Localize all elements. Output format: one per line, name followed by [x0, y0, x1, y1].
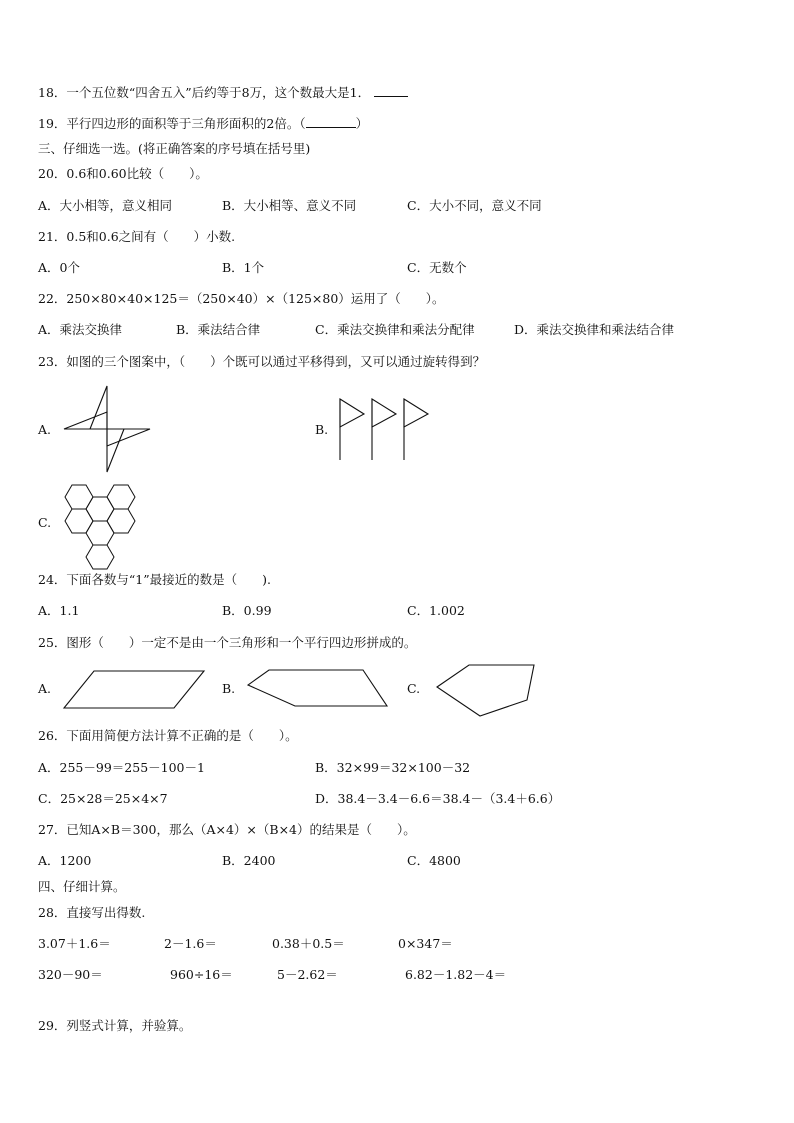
- irregular-pentagon-figure: [434, 662, 544, 722]
- calc-item[interactable]: 5－2.62＝: [277, 967, 338, 982]
- calc-item[interactable]: 320－90＝: [38, 967, 103, 982]
- option-a[interactable]: A．1200: [38, 853, 92, 868]
- option-a[interactable]: A．1.1: [38, 603, 80, 618]
- option-b[interactable]: B．32×99＝32×100－32: [315, 760, 471, 775]
- option-a-label[interactable]: A.: [38, 681, 52, 696]
- answer-blank[interactable]: [306, 115, 356, 128]
- option-b[interactable]: B．1个: [222, 260, 265, 275]
- option-c[interactable]: C．乘法交换律和乘法分配律: [315, 322, 475, 337]
- question-24: 24．下面各数与“1”最接近的数是（ ).: [38, 572, 271, 587]
- option-a[interactable]: A．0个: [38, 260, 80, 275]
- calc-item[interactable]: 960÷16＝: [170, 967, 233, 982]
- question-21: 21．0.5和0.6之间有（ ）小数.: [38, 229, 236, 244]
- option-c[interactable]: C．无数个: [407, 260, 467, 275]
- question-19-tail: ）: [355, 116, 369, 131]
- option-a[interactable]: A．大小相等，意义相同: [38, 198, 173, 213]
- calc-item[interactable]: 0.38＋0.5＝: [272, 936, 345, 951]
- question-25: 25．图形（ ）一定不是由一个三角形和一个平行四边形拼成的。: [38, 635, 417, 650]
- option-b[interactable]: B．大小相等、意义不同: [222, 198, 357, 213]
- question-26: 26．下面用简便方法计算不正确的是（ ）。: [38, 728, 298, 743]
- question-20: 20．0.6和0.60比较（ ）。: [38, 166, 208, 181]
- question-18-text: 18．一个五位数“四舍五入”后约等于8万，这个数最大是1．: [38, 85, 371, 100]
- question-28: 28．直接写出得数.: [38, 905, 146, 920]
- section-title: 三、仔细选一选。(将正确答案的序号填在括号里): [38, 141, 311, 156]
- calc-item[interactable]: 2－1.6＝: [164, 936, 217, 951]
- option-a-label[interactable]: A.: [38, 422, 52, 437]
- pinwheel-figure: [62, 385, 152, 475]
- calc-item[interactable]: 3.07＋1.6＝: [38, 936, 111, 951]
- question-27: 27．已知A×B＝300，那么（A×4）×（B×4）的结果是（ ）。: [38, 822, 416, 837]
- parallelogram-figure: [62, 668, 212, 713]
- option-c[interactable]: C．1.002: [407, 603, 465, 618]
- question-22: 22．250×80×40×125＝（250×40）×（125×80）运用了（ ）。: [38, 291, 445, 306]
- answer-blank[interactable]: [374, 84, 408, 97]
- option-b-label[interactable]: B.: [222, 681, 236, 696]
- question-29: 29．列竖式计算，并验算。: [38, 1018, 192, 1033]
- option-c-label[interactable]: C.: [407, 681, 421, 696]
- pentagon-shape-figure: [245, 668, 395, 713]
- calc-item[interactable]: 0×347＝: [398, 936, 453, 951]
- option-d[interactable]: D．38.4－3.4－6.6＝38.4－（3.4＋6.6）: [315, 791, 561, 806]
- question-23: 23．如图的三个图案中，（ ）个既可以通过平移得到，又可以通过旋转得到？: [38, 354, 486, 369]
- calc-item[interactable]: 6.82－1.82－4＝: [405, 967, 507, 982]
- flags-figure: [336, 397, 436, 462]
- option-a[interactable]: A．255－99＝255－100－1: [38, 760, 205, 775]
- option-c[interactable]: C．4800: [407, 853, 461, 868]
- option-b[interactable]: B．0.99: [222, 603, 272, 618]
- question-19: [38, 115, 368, 132]
- option-b[interactable]: B．2400: [222, 853, 276, 868]
- hexagon-figure: [62, 484, 142, 564]
- option-c[interactable]: C．25×28＝25×4×7: [38, 791, 168, 806]
- option-c[interactable]: C．大小不同，意义不同: [407, 198, 542, 213]
- option-c-label[interactable]: C.: [38, 515, 52, 530]
- option-b[interactable]: B．乘法结合律: [176, 322, 261, 337]
- question-18: [38, 84, 408, 101]
- question-19-text: 19．平行四边形的面积等于三角形面积的2倍。（: [38, 116, 306, 131]
- section-title: 四、仔细计算。: [38, 879, 126, 894]
- option-d[interactable]: D．乘法交换律和乘法结合律: [514, 322, 675, 337]
- option-b-label[interactable]: B.: [315, 422, 329, 437]
- option-a[interactable]: A．乘法交换律: [38, 322, 123, 337]
